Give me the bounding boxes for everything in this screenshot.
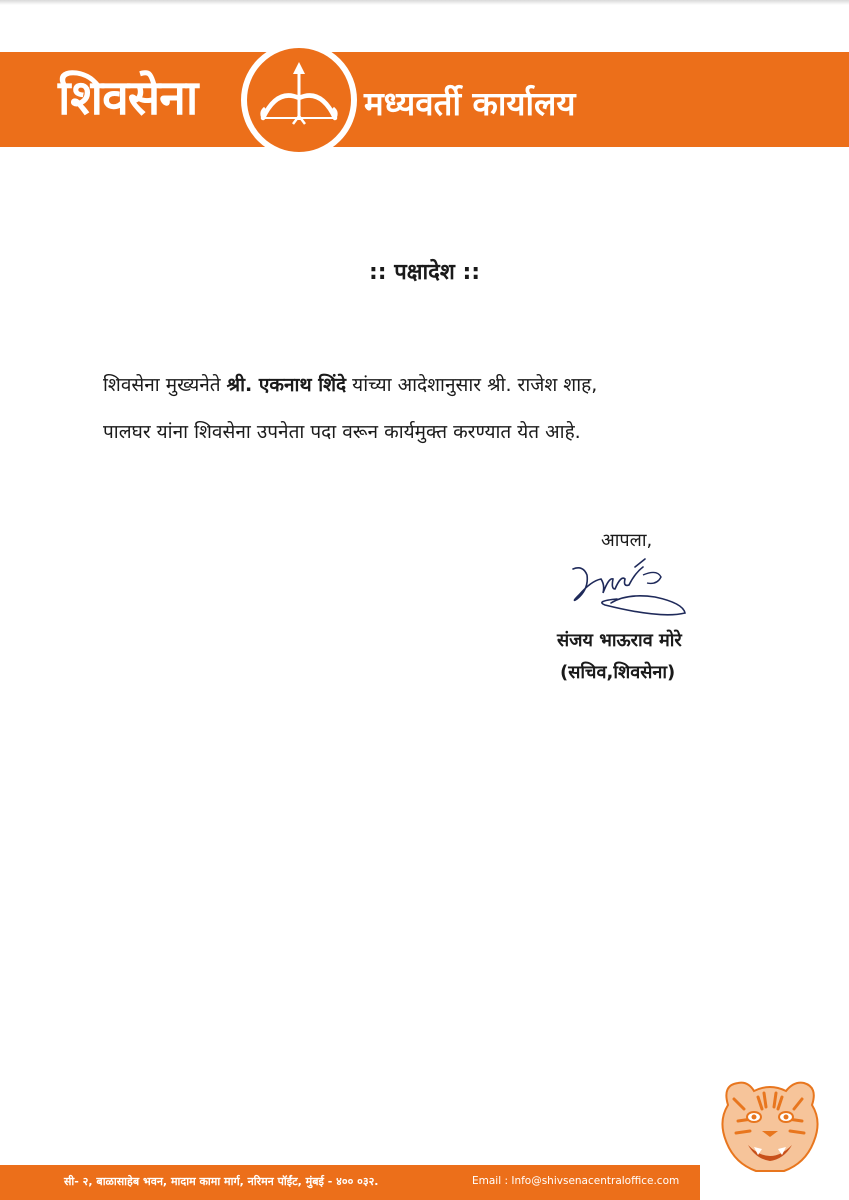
top-rule	[0, 0, 849, 5]
bow-and-arrow-icon	[241, 42, 357, 158]
office-title: मध्यवर्ती कार्यालय	[364, 84, 576, 123]
document-heading: :: पक्षादेश ::	[368, 260, 481, 285]
office-email: Email : Info@shivsenacentraloffice.com	[472, 1175, 680, 1187]
handwritten-signature	[565, 555, 695, 624]
office-address: सी- २, बाळासाहेब भवन, मादाम कामा मार्ग, नरिमन पॉईंट, मुंबई - ४०० ०३२.	[64, 1175, 379, 1188]
leader-name: श्री. एकनाथ शिंदे	[226, 374, 347, 396]
order-body-line-2: पालघर यांना शिवसेना उपनेता पदा वरून कार्यमुक्त करण्यात येत आहे.	[103, 421, 581, 443]
party-name: शिवसेना	[58, 70, 198, 126]
line1-prefix: शिवसेना मुख्यनेते	[103, 374, 227, 396]
tiger-head-icon	[714, 1075, 826, 1179]
line1-suffix: यांच्या आदेशानुसार श्री. राजेश शाह,	[346, 374, 598, 396]
signer-title: (सचिव,शिवसेना)	[560, 662, 676, 683]
signer-name: संजय भाऊराव मोरे	[557, 630, 682, 651]
order-body	[103, 362, 763, 456]
order-body-line-1	[103, 362, 763, 409]
closing-salutation: आपला,	[601, 530, 653, 551]
